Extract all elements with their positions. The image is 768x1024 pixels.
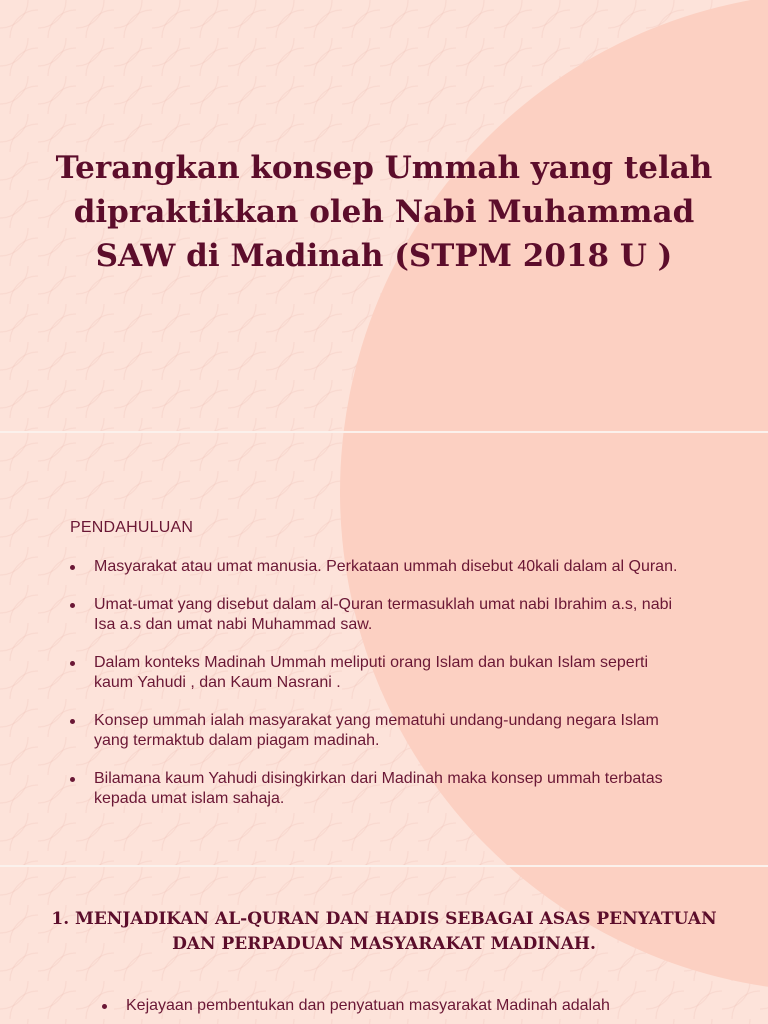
list-item-text: Dalam konteks Madinah Ummah meliputi orang Islam dan bukan Islam seperti kaum Yahudi , dan Kaum Nasrani . [94,654,649,691]
bullet-icon [70,565,75,570]
bullet-list [70,557,690,827]
point-heading: 1. MENJADIKAN AL-QURAN DAN HADIS SEBAGAI ASAS PENYATUAN DAN PERPADUAN MASYARAKAT MADINAH. [51,909,717,954]
list-item-text: Masyarakat atau umat manusia. Perkataan ummah disebut 40kali dalam al Quran. [94,558,678,575]
page-title: Terangkan konsep Ummah yang telah dipraktikkan oleh Nabi Muhammad SAW di Madinah (STPM 2018 U ) [55,150,713,274]
bullet-list [102,996,702,1016]
list-item-text: Kejayaan pembentukan dan penyatuan masyarakat Madinah adalah [126,997,610,1014]
list-item-text: Konsep ummah ialah masyarakat yang mematuhi undang-undang negara Islam yang termaktub dalam piagam madinah. [94,712,659,749]
list-item [70,653,690,693]
list-item [70,769,690,809]
bullet-icon [70,603,75,608]
list-item-text: Bilamana kaum Yahudi disingkirkan dari Madinah maka konsep ummah terbatas kepada umat islam sahaja. [94,770,663,807]
bullet-icon [70,777,75,782]
intro-slide [0,433,768,865]
bullet-icon [70,719,75,724]
bullet-icon [70,661,75,666]
list-item [102,996,702,1016]
list-item [70,557,690,577]
list-item [70,711,690,751]
title-slide [0,0,768,431]
point-slide [0,867,768,1024]
list-item-text: Umat-umat yang disebut dalam al-Quran termasuklah umat nabi Ibrahim a.s, nabi Isa a.s dan umat nabi Muhammad saw. [94,596,673,633]
bullet-icon [102,1004,107,1009]
section-heading: PENDAHULUAN [70,519,194,536]
list-item [70,595,690,635]
